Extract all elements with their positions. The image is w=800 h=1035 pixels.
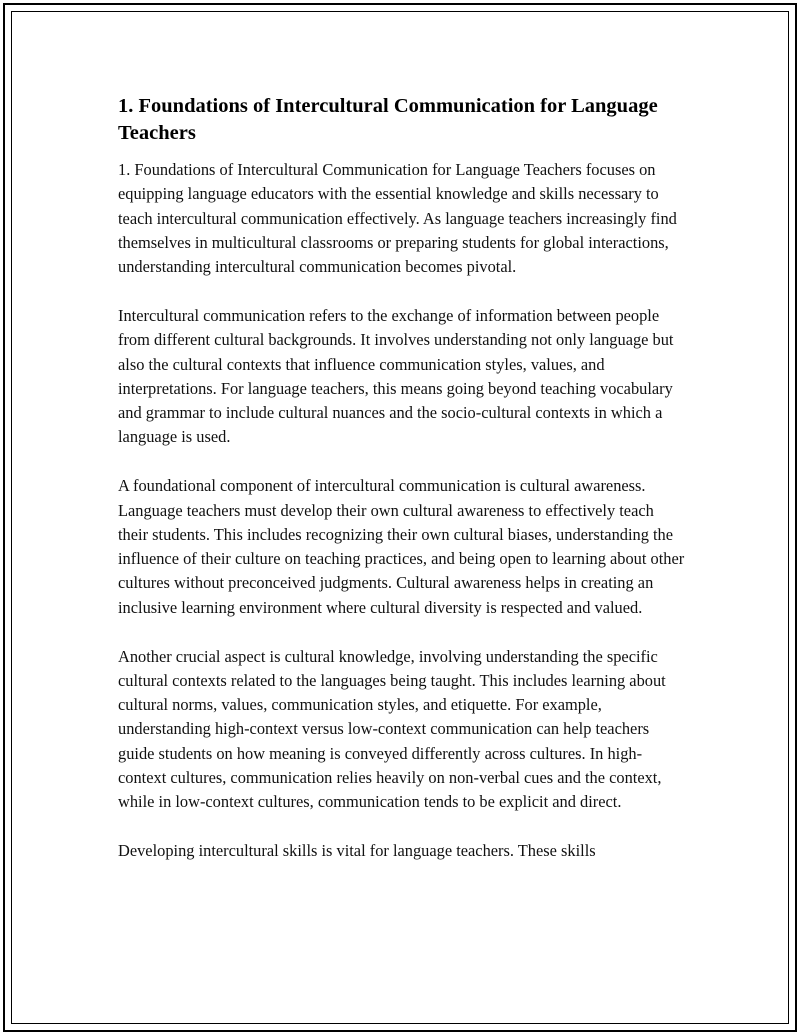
paragraph-cultural-awareness: A foundational component of intercultural communication is cultural awareness. Language teachers must develop their own cultural awareness to effectively teach their students. This includes recognizing their own cultural biases, understanding the influence of their culture on teaching practices, and being open to learning about other cultures without preconceived judgments. Cultural awareness helps in creating an inclusive learning environment where cultural diversity is respected and valued.	[118, 476, 685, 617]
document-body	[118, 93, 686, 888]
paragraph-definition: Intercultural communication refers to the exchange of information between people from different cultural backgrounds. It involves understanding not only language but also the cultural contexts that influence communication styles, values, and interpretations. For language teachers, this means going beyond teaching vocabulary and grammar to include cultural nuances and the socio-cultural contexts in which a language is used.	[118, 305, 674, 447]
paragraph-intercultural-skills: Developing intercultural skills is vital for language teachers. These skills	[118, 841, 596, 861]
paragraph-intro: 1. Foundations of Intercultural Communication for Language Teachers focuses on equipping language educators with the essential knowledge and skills necessary to teach intercultural communication effectively. As language teachers increasingly find themselves in multicultural classrooms or preparing students for global interactions, understanding intercultural communication becomes pivotal.	[118, 160, 677, 277]
paragraph-cultural-knowledge: Another crucial aspect is cultural knowledge, involving understanding the specific cultural contexts related to the languages being taught. This includes learning about cultural norms, values, communication styles, and etiquette. For example, understanding high-context versus low-context communication can help teachers guide students on how meaning is conveyed differently across cultures. In high-context cultures, communication relies heavily on non-verbal cues and the context, while in low-context cultures, communication tends to be explicit and direct.	[118, 646, 666, 812]
section-heading: 1. Foundations of Intercultural Communication for Language Teachers	[118, 95, 658, 144]
